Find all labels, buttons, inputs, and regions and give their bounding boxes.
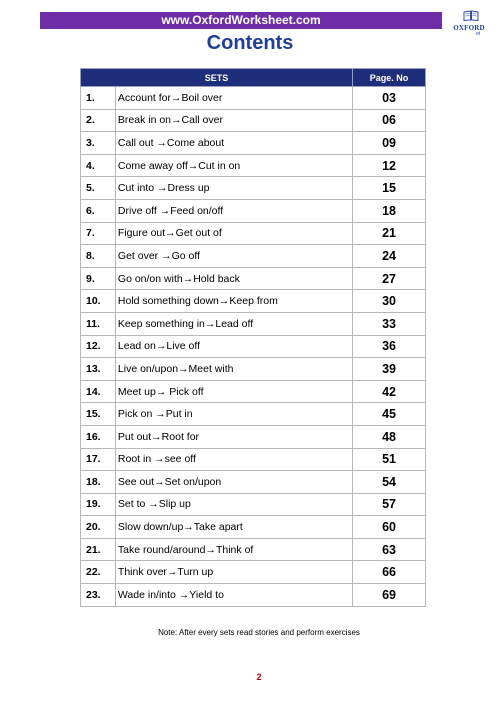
- page-number-cell: 69: [353, 584, 426, 607]
- table-row: [81, 425, 426, 448]
- page-number-cell: 51: [353, 448, 426, 471]
- set-number: 12.: [81, 335, 116, 358]
- table-row: [81, 448, 426, 471]
- page-number-cell: 15: [353, 177, 426, 200]
- set-number: 10.: [81, 290, 116, 313]
- set-number: 14.: [81, 380, 116, 403]
- table-row: [81, 312, 426, 335]
- table-row: [81, 267, 426, 290]
- page-number-cell: 48: [353, 425, 426, 448]
- set-number: 17.: [81, 448, 116, 471]
- footer-note: Note: After every sets read stories and perform exercises: [158, 628, 360, 637]
- set-number: 5.: [81, 177, 116, 200]
- set-number: 15.: [81, 403, 116, 426]
- set-number: 6.: [81, 199, 116, 222]
- sets-column-header: SETS: [81, 69, 353, 87]
- set-number: 1.: [81, 87, 116, 110]
- table-row: [81, 87, 426, 110]
- set-number: 9.: [81, 267, 116, 290]
- table-header-row: [81, 69, 426, 87]
- set-number: 3.: [81, 132, 116, 155]
- set-number: 7.: [81, 222, 116, 245]
- page-number-cell: 03: [353, 87, 426, 110]
- page-number-cell: 39: [353, 358, 426, 381]
- page-number-cell: 63: [353, 538, 426, 561]
- set-range: Get over →Go off: [115, 245, 352, 268]
- page-number-cell: 60: [353, 516, 426, 539]
- table-row: [81, 380, 426, 403]
- set-number: 4.: [81, 154, 116, 177]
- set-number: 16.: [81, 425, 116, 448]
- set-range: Set to →Slip up: [115, 493, 352, 516]
- page-column-header: Page. No: [353, 69, 426, 87]
- page-title: Contents: [206, 32, 294, 54]
- set-range: Figure out→Get out of: [115, 222, 352, 245]
- table-row: [81, 199, 426, 222]
- table-row: [81, 538, 426, 561]
- set-range: Cut into →Dress up: [115, 177, 352, 200]
- page-number-cell: 45: [353, 403, 426, 426]
- page-number-cell: 27: [353, 267, 426, 290]
- page-number-cell: 12: [353, 154, 426, 177]
- set-range: Put out→Root for: [115, 425, 352, 448]
- contents-table: [80, 68, 426, 607]
- page-number-cell: 42: [353, 380, 426, 403]
- table-row: [81, 561, 426, 584]
- page-number-cell: 33: [353, 312, 426, 335]
- set-range: Pick on →Put in: [115, 403, 352, 426]
- table-row: [81, 222, 426, 245]
- contents-body: [81, 87, 426, 607]
- set-number: 20.: [81, 516, 116, 539]
- set-range: Go on/on with→Hold back: [115, 267, 352, 290]
- page-number: 2: [256, 672, 262, 682]
- table-row: [81, 584, 426, 607]
- set-range: Meet up→ Pick off: [115, 380, 352, 403]
- page-number-cell: 57: [353, 493, 426, 516]
- set-number: 22.: [81, 561, 116, 584]
- table-row: [81, 290, 426, 313]
- set-range: Think over→Turn up: [115, 561, 352, 584]
- set-number: 21.: [81, 538, 116, 561]
- set-range: Call out →Come about: [115, 132, 352, 155]
- set-range: Hold something down→Keep from: [115, 290, 352, 313]
- page-number-cell: 54: [353, 471, 426, 494]
- table-row: [81, 109, 426, 132]
- set-range: Live on/upon→Meet with: [115, 358, 352, 381]
- table-row: [81, 335, 426, 358]
- set-number: 11.: [81, 312, 116, 335]
- table-row: [81, 516, 426, 539]
- set-range: Come away off→Cut in on: [115, 154, 352, 177]
- set-range: Keep something in→Lead off: [115, 312, 352, 335]
- table-row: [81, 471, 426, 494]
- set-range: Account for→Boil over: [115, 87, 352, 110]
- table-row: [81, 493, 426, 516]
- table-row: [81, 403, 426, 426]
- set-range: See out→Set on/upon: [115, 471, 352, 494]
- set-range: Take round/around→Think of: [115, 538, 352, 561]
- set-range: Wade in/into →Yield to: [115, 584, 352, 607]
- set-number: 13.: [81, 358, 116, 381]
- page-number-cell: 66: [353, 561, 426, 584]
- book-icon: [463, 10, 479, 21]
- set-number: 2.: [81, 109, 116, 132]
- page-number-cell: 36: [353, 335, 426, 358]
- page-number-cell: 06: [353, 109, 426, 132]
- table-row: [81, 245, 426, 268]
- set-range: Slow down/up→Take apart: [115, 516, 352, 539]
- set-number: 19.: [81, 493, 116, 516]
- set-number: 18.: [81, 471, 116, 494]
- set-number: 8.: [81, 245, 116, 268]
- logo-sub: et: [476, 31, 481, 37]
- set-range: Root in →see off: [115, 448, 352, 471]
- set-range: Break in on→Call over: [115, 109, 352, 132]
- set-range: Lead on→Live off: [115, 335, 352, 358]
- page-number-cell: 18: [353, 199, 426, 222]
- table-row: [81, 177, 426, 200]
- page-number-cell: 30: [353, 290, 426, 313]
- table-row: [81, 132, 426, 155]
- page-number-cell: 24: [353, 245, 426, 268]
- table-row: [81, 154, 426, 177]
- site-banner: www.OxfordWorksheet.com: [40, 12, 442, 29]
- set-number: 23.: [81, 584, 116, 607]
- set-range: Drive off →Feed on/off: [115, 199, 352, 222]
- page-number-cell: 09: [353, 132, 426, 155]
- table-row: [81, 358, 426, 381]
- page-number-cell: 21: [353, 222, 426, 245]
- logo-brand: OXFORD: [453, 24, 485, 32]
